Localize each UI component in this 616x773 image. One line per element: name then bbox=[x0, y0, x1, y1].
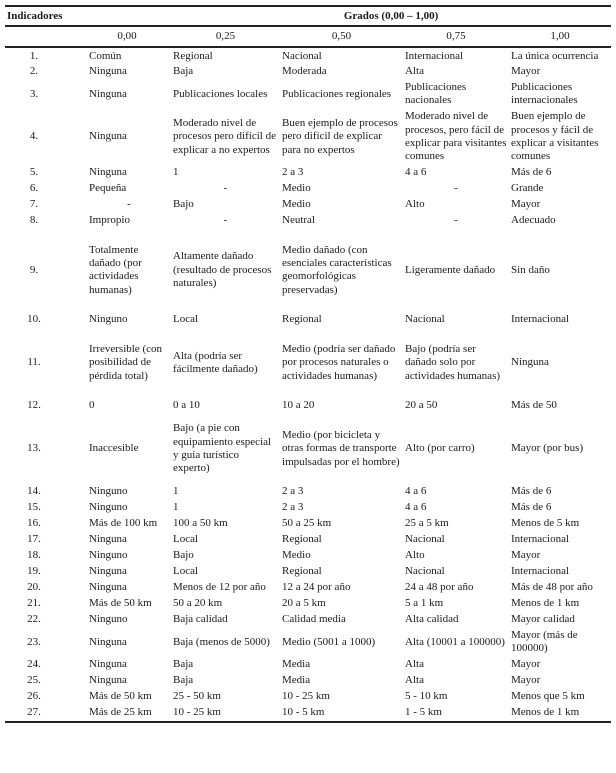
grade-cell-000: Ninguno bbox=[89, 549, 128, 562]
grade-cell-050: Medio bbox=[282, 549, 311, 562]
table-row bbox=[5, 596, 611, 612]
indicator-number: 13. bbox=[27, 442, 41, 455]
indicator-number: 27. bbox=[5, 705, 83, 722]
grade-cell-000: Más de 100 km bbox=[89, 517, 158, 530]
grade-cell-050: 2 a 3 bbox=[282, 166, 304, 179]
table-row bbox=[5, 414, 611, 484]
indicator-number: 18. bbox=[27, 549, 41, 562]
grade-cell-075: 24 a 48 por año bbox=[405, 581, 474, 594]
grade-cell-075: Moderado nivel de procesos, pero fácil de explicar para visitantes comunes bbox=[405, 110, 507, 163]
grade-cell-025: Publicaciones locales bbox=[173, 87, 268, 100]
grade-cell-025: 50 a 20 km bbox=[173, 597, 223, 610]
table-row bbox=[5, 548, 611, 564]
table-row bbox=[5, 229, 611, 312]
grade-cell-100: Más de 50 bbox=[511, 399, 557, 412]
indicadores-header: Indicadores bbox=[5, 6, 171, 26]
indicator-number: 11. bbox=[27, 356, 41, 369]
grade-cell-050: Regional bbox=[282, 565, 322, 578]
indicator-number: 15. bbox=[27, 501, 41, 514]
indicator-number: 1. bbox=[29, 49, 39, 62]
grade-cell-025: Alta (podría ser fácilmente dañado) bbox=[173, 349, 258, 375]
grade-cell-025: Baja bbox=[173, 674, 194, 687]
table-row bbox=[5, 80, 611, 109]
grade-cell-000: Ninguno bbox=[89, 613, 128, 626]
table-row bbox=[5, 564, 611, 580]
grade-cell-100: La única ocurrencia bbox=[511, 49, 599, 62]
indicator-number: 21. bbox=[27, 597, 41, 610]
grade-cell-000: Impropio bbox=[89, 214, 130, 227]
grade-cell-100: Menos de 1 km bbox=[511, 597, 580, 610]
table-row bbox=[5, 181, 611, 197]
grade-cell-100: Adecuado bbox=[511, 214, 556, 227]
table-row bbox=[5, 312, 611, 328]
grade-cell-050: Calidad media bbox=[282, 613, 346, 626]
grade-cell-025: Altamente dañado (resultado de procesos naturales) bbox=[173, 250, 272, 290]
grade-cell-025: 1 bbox=[173, 501, 179, 514]
indicator-number: 23. bbox=[27, 635, 41, 648]
grade-cell-000: Más de 25 km bbox=[83, 705, 171, 722]
indicator-number: 24. bbox=[27, 658, 41, 671]
grade-cell-050: 2 a 3 bbox=[282, 485, 304, 498]
grade-cell-075: Alto (por carro) bbox=[405, 442, 475, 455]
grade-cell-025: 1 bbox=[173, 166, 179, 179]
grade-cell-075: 5 a 1 km bbox=[405, 597, 444, 610]
grade-cell-100: Internacional bbox=[511, 565, 570, 578]
table-row bbox=[5, 516, 611, 532]
grade-cell-075: 1 - 5 km bbox=[403, 705, 509, 722]
indicator-number: 2. bbox=[29, 65, 39, 78]
grade-header-0: 0,00 bbox=[83, 26, 171, 46]
indicator-number: 16. bbox=[27, 517, 41, 530]
grade-cell-025: 1 bbox=[173, 485, 179, 498]
indicator-number: 7. bbox=[29, 198, 39, 211]
grade-cell-100: Menos que 5 km bbox=[511, 690, 585, 703]
grade-cell-000: Ninguna bbox=[89, 658, 127, 671]
grade-cell-000: Ninguna bbox=[89, 130, 127, 143]
table-row bbox=[5, 580, 611, 596]
indicators-table-container bbox=[5, 0, 611, 723]
table-header bbox=[5, 6, 611, 47]
grade-cell-075: - bbox=[454, 182, 458, 195]
grade-cell-050: Regional bbox=[282, 533, 322, 546]
grade-cell-075: Internacional bbox=[405, 49, 464, 62]
grade-cell-025: Menos de 12 por año bbox=[173, 581, 266, 594]
grade-cell-025: 25 - 50 km bbox=[173, 690, 221, 703]
grade-cell-100: Mayor bbox=[511, 549, 541, 562]
table-row bbox=[5, 47, 611, 64]
grade-cell-075: 20 a 50 bbox=[405, 399, 438, 412]
grade-cell-000: Pequeña bbox=[89, 182, 127, 195]
indicator-number: 22. bbox=[27, 613, 41, 626]
grade-cell-000: Irreversible (con posibilidad de pérdida total) bbox=[89, 342, 162, 382]
grade-cell-000: Ninguno bbox=[89, 501, 128, 514]
grade-cell-025: Bajo bbox=[173, 198, 194, 211]
grade-cell-050: Medio (por bicicleta y otras formas de transporte impulsadas por el hombre) bbox=[282, 428, 400, 468]
grade-cell-100: Ninguna bbox=[511, 356, 549, 369]
table-row bbox=[5, 689, 611, 705]
indicator-number: 6. bbox=[29, 182, 39, 195]
grade-cell-025: - bbox=[223, 182, 228, 195]
indicator-number: 10. bbox=[27, 313, 41, 326]
grade-cell-075: Alta bbox=[405, 65, 424, 78]
grade-cell-100: Más de 6 bbox=[511, 166, 552, 179]
grade-cell-025: Local bbox=[173, 533, 199, 546]
grade-cell-075: - bbox=[454, 214, 458, 227]
table-row bbox=[5, 500, 611, 516]
grade-cell-075: Nacional bbox=[405, 313, 445, 326]
header-row-grades bbox=[5, 26, 611, 46]
grade-cell-075: Alto bbox=[405, 549, 425, 562]
grade-cell-050: 10 - 25 km bbox=[282, 690, 330, 703]
grade-cell-100: Mayor bbox=[511, 198, 541, 211]
grade-cell-025: Bajo bbox=[173, 549, 194, 562]
grade-cell-100: Mayor calidad bbox=[511, 613, 575, 626]
grade-cell-000: Ninguno bbox=[89, 313, 128, 326]
table-row bbox=[5, 657, 611, 673]
grade-cell-000: Ninguna bbox=[89, 166, 127, 179]
grade-cell-075: 4 a 6 bbox=[405, 501, 427, 514]
header-row-main bbox=[5, 6, 611, 26]
grade-cell-000: Ninguna bbox=[89, 674, 127, 687]
grade-cell-025: Bajo (a pie con equipamiento especial y guía turístico experto) bbox=[173, 422, 272, 475]
table-row bbox=[5, 532, 611, 548]
table-row bbox=[5, 484, 611, 500]
grade-header-3: 0,75 bbox=[403, 26, 509, 46]
grade-cell-050: 20 a 5 km bbox=[282, 597, 326, 610]
table-body bbox=[5, 47, 611, 723]
grade-cell-025: Baja bbox=[173, 658, 194, 671]
grade-cell-025: 100 a 50 km bbox=[173, 517, 228, 530]
grade-cell-025: Baja bbox=[173, 65, 194, 78]
grade-cell-025: Local bbox=[173, 565, 199, 578]
grade-cell-100: Más de 6 bbox=[511, 501, 552, 514]
grade-cell-050: 50 a 25 km bbox=[282, 517, 332, 530]
grade-cell-000: Ninguna bbox=[89, 533, 127, 546]
grade-cell-100: Mayor bbox=[511, 674, 541, 687]
table-row bbox=[5, 109, 611, 165]
grade-cell-050: 12 a 24 por año bbox=[282, 581, 351, 594]
grade-cell-050: Publicaciones regionales bbox=[282, 87, 392, 100]
grade-cell-000: Ninguno bbox=[89, 485, 128, 498]
indicator-number: 3. bbox=[29, 87, 39, 100]
grade-cell-075: Alta (10001 a 100000) bbox=[405, 635, 505, 648]
table-row bbox=[5, 673, 611, 689]
grade-cell-050: Neutral bbox=[282, 214, 315, 227]
grade-cell-050: Media bbox=[282, 658, 311, 671]
indicator-number: 17. bbox=[27, 533, 41, 546]
grade-cell-050: Media bbox=[282, 674, 311, 687]
indicators-grades-table bbox=[5, 5, 611, 723]
grade-cell-100: Internacional bbox=[511, 313, 570, 326]
grade-cell-025: 10 - 25 km bbox=[171, 705, 280, 722]
grade-cell-100: Menos de 1 km bbox=[509, 705, 611, 722]
grade-cell-100: Más de 48 por año bbox=[511, 581, 593, 594]
grade-cell-000: Más de 50 km bbox=[89, 597, 152, 610]
grade-cell-000: - bbox=[127, 198, 131, 211]
grade-cell-000: 0 bbox=[89, 399, 95, 412]
grade-cell-050: Buen ejemplo de procesos pero difícil de explicar para no expertos bbox=[282, 116, 398, 156]
table-row bbox=[5, 398, 611, 414]
indicator-number: 9. bbox=[29, 263, 39, 276]
grade-cell-075: Alta calidad bbox=[405, 613, 459, 626]
grade-cell-050: Medio dañado (con esenciales características geomorfológicas preservadas) bbox=[282, 243, 392, 296]
grade-cell-025: Local bbox=[173, 313, 199, 326]
table-row bbox=[5, 705, 611, 722]
grade-cell-075: Nacional bbox=[405, 533, 445, 546]
grade-cell-075: 4 a 6 bbox=[405, 485, 427, 498]
grade-cell-075: Bajo (podría ser dañado solo por actividades humanas) bbox=[405, 342, 501, 382]
grade-cell-000: Común bbox=[89, 49, 122, 62]
grade-cell-075: Alta bbox=[405, 658, 424, 671]
grade-cell-000: Ninguna bbox=[89, 565, 127, 578]
indicator-number: 25. bbox=[27, 674, 41, 687]
grade-cell-050: 2 a 3 bbox=[282, 501, 304, 514]
grade-cell-025: Regional bbox=[173, 49, 213, 62]
grade-cell-000: Ninguna bbox=[89, 635, 127, 648]
grade-cell-025: - bbox=[223, 214, 228, 227]
grados-header: Grados (0,00 – 1,00) bbox=[171, 6, 611, 26]
grade-cell-050: Medio bbox=[282, 198, 311, 211]
indicator-number: 20. bbox=[27, 581, 41, 594]
table-row bbox=[5, 197, 611, 213]
grade-cell-075: 25 a 5 km bbox=[405, 517, 449, 530]
grade-cell-100: Más de 6 bbox=[511, 485, 552, 498]
table-row bbox=[5, 612, 611, 628]
grade-cell-075: Alta bbox=[405, 674, 424, 687]
grade-header-2: 0,50 bbox=[280, 26, 403, 46]
grade-cell-100: Buen ejemplo de procesos y fácil de explicar a visitantes comunes bbox=[511, 110, 599, 163]
grade-cell-075: 5 - 10 km bbox=[405, 690, 448, 703]
grade-header-4: 1,00 bbox=[509, 26, 611, 46]
indicator-number: 4. bbox=[29, 130, 39, 143]
indicator-number: 14. bbox=[27, 485, 41, 498]
grade-cell-100: Mayor bbox=[511, 65, 541, 78]
grade-cell-025: Moderado nivel de procesos pero difícil de explicar a no expertos bbox=[173, 116, 276, 156]
grade-cell-000: Inaccesible bbox=[89, 442, 139, 455]
grade-cell-100: Mayor (más de 100000) bbox=[511, 629, 578, 655]
grade-cell-075: Nacional bbox=[405, 565, 445, 578]
grade-cell-000: Ninguna bbox=[89, 581, 127, 594]
grade-cell-000: Ninguna bbox=[89, 87, 127, 100]
grade-cell-100: Menos de 5 km bbox=[511, 517, 580, 530]
table-row bbox=[5, 213, 611, 229]
grade-cell-050: Medio (podría ser dañado por procesos naturales o actividades humanas) bbox=[282, 342, 396, 382]
indicator-number: 8. bbox=[29, 214, 39, 227]
grade-cell-100: Publicaciones internacionales bbox=[511, 81, 578, 107]
grade-cell-075: Alto bbox=[405, 198, 425, 211]
grade-cell-050: Medio (5001 a 1000) bbox=[282, 635, 376, 648]
grade-cell-050: Regional bbox=[282, 313, 322, 326]
grade-cell-000: Ninguna bbox=[89, 65, 127, 78]
table-row bbox=[5, 328, 611, 398]
grade-cell-050: Moderada bbox=[282, 65, 327, 78]
grade-cell-100: Internacional bbox=[511, 533, 570, 546]
grade-cell-000: Totalmente dañado (por actividades humanas) bbox=[89, 243, 142, 296]
grade-cell-050: 10 a 20 bbox=[282, 399, 315, 412]
grade-cell-025: 0 a 10 bbox=[173, 399, 200, 412]
grade-header-blank bbox=[5, 26, 83, 46]
grade-cell-100: Grande bbox=[511, 182, 544, 195]
grade-cell-050: Nacional bbox=[282, 49, 322, 62]
indicator-number: 12. bbox=[27, 399, 41, 412]
indicator-number: 26. bbox=[27, 690, 41, 703]
indicator-number: 5. bbox=[29, 166, 39, 179]
grade-cell-000: Más de 50 km bbox=[89, 690, 152, 703]
grade-cell-050: Medio bbox=[282, 182, 311, 195]
table-row bbox=[5, 628, 611, 657]
grade-header-1: 0,25 bbox=[171, 26, 280, 46]
table-row bbox=[5, 64, 611, 80]
grade-cell-075: Ligeramente dañado bbox=[405, 263, 496, 276]
grade-cell-025: Baja calidad bbox=[173, 613, 228, 626]
grade-cell-100: Mayor bbox=[511, 658, 541, 671]
grade-cell-050: 10 - 5 km bbox=[280, 705, 403, 722]
table-row bbox=[5, 165, 611, 181]
grade-cell-025: Baja (menos de 5000) bbox=[173, 635, 270, 648]
grade-cell-075: 4 a 6 bbox=[405, 166, 427, 179]
grade-cell-075: Publicaciones nacionales bbox=[405, 81, 467, 107]
grade-cell-100: Sin daño bbox=[511, 263, 550, 276]
grade-cell-100: Mayor (por bus) bbox=[511, 442, 584, 455]
indicator-number: 19. bbox=[27, 565, 41, 578]
